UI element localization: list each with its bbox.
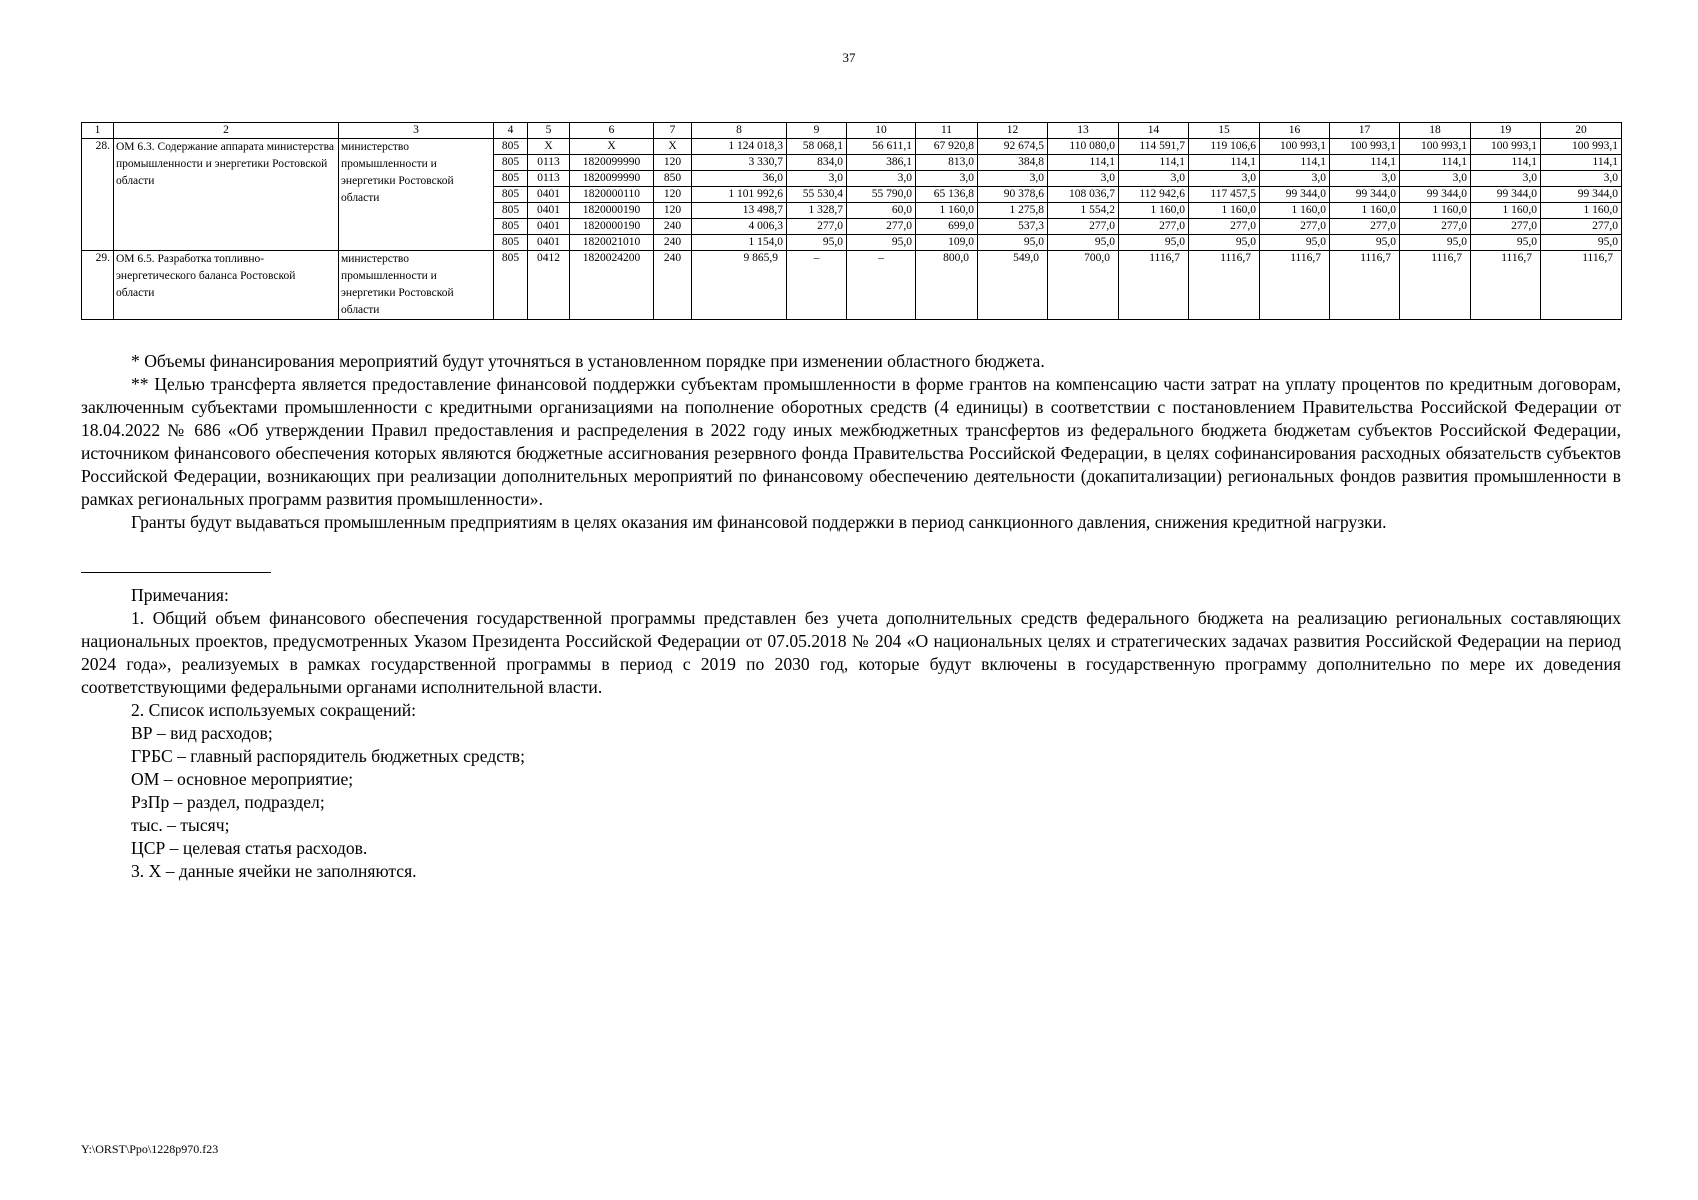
table-cell: 95,0 — [787, 235, 847, 251]
table-cell: 95,0 — [1471, 235, 1541, 251]
table-cell: 277,0 — [1048, 219, 1119, 235]
table-cell: 240 — [654, 251, 692, 320]
table-cell: 1116,7 — [1400, 251, 1471, 320]
table-cell: 60,0 — [847, 203, 916, 219]
remarks-title: Примечания: — [131, 585, 229, 605]
table-cell: 0401 — [528, 219, 570, 235]
table-cell: 3,0 — [1260, 171, 1330, 187]
table-cell: 805 — [494, 171, 528, 187]
file-path-footer: Y:\ORST\Ppo\1228p970.f23 — [81, 1142, 219, 1156]
table-cell: 100 993,1 — [1330, 139, 1400, 155]
table-cell: 805 — [494, 203, 528, 219]
remarks — [81, 584, 1621, 883]
table-cell: 277,0 — [847, 219, 916, 235]
table-cell: 1 160,0 — [1400, 203, 1471, 219]
table-cell: 1820000110 — [570, 187, 654, 203]
table-cell: 0412 — [528, 251, 570, 320]
table-cell: 240 — [654, 235, 692, 251]
table-cell: 108 036,7 — [1048, 187, 1119, 203]
activity-name: ОМ 6.3. Содержание аппарата министерства промышленности и энергетики Ростовской области — [114, 139, 339, 251]
abbr-item: РзПр – раздел, подраздел; — [131, 792, 325, 812]
table-cell: 117 457,5 — [1189, 187, 1260, 203]
table-cell: 99 344,0 — [1471, 187, 1541, 203]
executor-name: министерство промышленности и энергетики Ростовской области — [339, 251, 494, 320]
column-header: 10 — [847, 123, 916, 139]
table-cell: 109,0 — [916, 235, 978, 251]
table-cell: 0401 — [528, 187, 570, 203]
table-cell: 805 — [494, 187, 528, 203]
table-cell: 1 160,0 — [1189, 203, 1260, 219]
table-cell: 100 993,1 — [1541, 139, 1622, 155]
table-cell: 9 865,9 — [692, 251, 787, 320]
table-cell: 1820000190 — [570, 203, 654, 219]
column-header: 16 — [1260, 123, 1330, 139]
column-header: 6 — [570, 123, 654, 139]
table-cell: 55 530,4 — [787, 187, 847, 203]
table-cell: 277,0 — [1119, 219, 1189, 235]
table-cell: 800,0 — [916, 251, 978, 320]
budget-table — [81, 122, 1622, 320]
table-cell: 1 554,2 — [1048, 203, 1119, 219]
row-number: 28. — [82, 139, 114, 251]
footnote-double-star: ** Целью трансферта является предоставление финансовой поддержки субъектам промышленности в форме грантов на компенсацию части затрат на уплату процентов по кредитным договорам, заключенным субъектами промышленности с кредитными организациями на пополнение оборотных средств (4 единицы) в соответствии с постановлением Правительства Российской Федерации от 18.04.2022 № 686 «Об утверждении Правил предоставления и распределения в 2022 году иных межбюджетных трансфертов из федерального бюджета бюджетам субъектов Российской Федерации, источником финансового обеспечения которых являются бюджетные ассигнования резервного фонда Правительства Российской Федерации, в целях софинансирования расходных обязательств субъектов Российской Федерации, возникающих при реализации дополнительных мероприятий по финансовому обеспечению деятельности (докапитализации) региональных фондов развития промышленности в рамках региональных программ развития промышленности». — [81, 374, 1621, 509]
table-cell: 120 — [654, 187, 692, 203]
table-cell: 1 101 992,6 — [692, 187, 787, 203]
table-cell: 112 942,6 — [1119, 187, 1189, 203]
table-cell: 114,1 — [1189, 155, 1260, 171]
table-cell: 99 344,0 — [1541, 187, 1622, 203]
column-header: 13 — [1048, 123, 1119, 139]
table-cell: 114 591,7 — [1119, 139, 1189, 155]
table-cell: 90 378,6 — [978, 187, 1048, 203]
table-cell: 58 068,1 — [787, 139, 847, 155]
table-cell: 119 106,6 — [1189, 139, 1260, 155]
table-cell: Х — [654, 139, 692, 155]
table-cell: 95,0 — [978, 235, 1048, 251]
footnote-star: * Объемы финансирования мероприятий будут уточняться в установленном порядке при изменении областного бюджета. — [131, 351, 1045, 371]
table-cell: 120 — [654, 155, 692, 171]
table-cell: 0401 — [528, 235, 570, 251]
table-cell: 277,0 — [1260, 219, 1330, 235]
table-cell: 700,0 — [1048, 251, 1119, 320]
table-cell: 95,0 — [847, 235, 916, 251]
table-cell: 537,3 — [978, 219, 1048, 235]
table-cell: 114,1 — [1119, 155, 1189, 171]
table-cell: 95,0 — [1048, 235, 1119, 251]
abbr-item: тыс. – тысяч; — [131, 815, 230, 835]
column-header: 4 — [494, 123, 528, 139]
table-cell: 55 790,0 — [847, 187, 916, 203]
abbr-item: ГРБС – главный распорядитель бюджетных средств; — [131, 746, 525, 766]
table-cell: 1116,7 — [1541, 251, 1622, 320]
table-cell: 110 080,0 — [1048, 139, 1119, 155]
table-cell: 834,0 — [787, 155, 847, 171]
column-header: 15 — [1189, 123, 1260, 139]
table-cell: 99 344,0 — [1260, 187, 1330, 203]
table-cell: 1 160,0 — [1541, 203, 1622, 219]
abbr-item: ЦСР – целевая статья расходов. — [131, 838, 368, 858]
table-cell: 1116,7 — [1189, 251, 1260, 320]
table-cell: 95,0 — [1330, 235, 1400, 251]
table-cell: 100 993,1 — [1400, 139, 1471, 155]
table-cell: 699,0 — [916, 219, 978, 235]
table-cell: 99 344,0 — [1330, 187, 1400, 203]
table-cell: 100 993,1 — [1260, 139, 1330, 155]
table-cell: 805 — [494, 235, 528, 251]
table-cell: 3,0 — [1119, 171, 1189, 187]
table-cell: 850 — [654, 171, 692, 187]
table-cell: 95,0 — [1541, 235, 1622, 251]
table-cell: Х — [570, 139, 654, 155]
table-cell: 95,0 — [1260, 235, 1330, 251]
column-header: 20 — [1541, 123, 1622, 139]
table-cell: 1116,7 — [1119, 251, 1189, 320]
table-cell: 3,0 — [787, 171, 847, 187]
table-cell: 114,1 — [1048, 155, 1119, 171]
table-cell: 0113 — [528, 171, 570, 187]
table-cell: 114,1 — [1330, 155, 1400, 171]
remark-item-1: 1. Общий объем финансового обеспечения государственной программы представлен без учета дополнительных средств федерального бюджета на реализацию региональных составляющих национальных проектов, предусмотренных Указом Президента Российской Федерации от 07.05.2018 № 204 «О национальных целях и стратегических задачах развития Российской Федерации на период 2024 года», реализуемых в рамках государственной программы в период с 2019 по 2030 год, которые будут включены в государственную программу дополнительно по мере их доведения соответствующими федеральными органами исполнительной власти. — [81, 608, 1621, 697]
table-cell: 3,0 — [1541, 171, 1622, 187]
table-cell: 1116,7 — [1471, 251, 1541, 320]
table-cell: 805 — [494, 139, 528, 155]
table-cell: 3,0 — [916, 171, 978, 187]
table-cell: 3,0 — [1400, 171, 1471, 187]
table-row — [82, 139, 1622, 155]
column-header: 7 — [654, 123, 692, 139]
table-cell: 99 344,0 — [1400, 187, 1471, 203]
grants-paragraph: Гранты будут выдаваться промышленным предприятиям в целях оказания им финансовой поддержки в период санкционного давления, снижения кредитной нагрузки. — [131, 512, 1387, 532]
table-cell: 1 160,0 — [916, 203, 978, 219]
table-cell: 277,0 — [1541, 219, 1622, 235]
table-cell: 1 275,8 — [978, 203, 1048, 219]
table-cell: 0113 — [528, 155, 570, 171]
table-cell: 1 160,0 — [1330, 203, 1400, 219]
abbr-item: ОМ – основное мероприятие; — [131, 769, 354, 789]
table-cell: – — [787, 251, 847, 320]
row-number: 29. — [82, 251, 114, 320]
table-cell: 95,0 — [1400, 235, 1471, 251]
remark-item-2: 2. Список используемых сокращений: — [131, 700, 417, 720]
column-header: 17 — [1330, 123, 1400, 139]
column-header: 5 — [528, 123, 570, 139]
table-cell: 100 993,1 — [1471, 139, 1541, 155]
table-cell: 277,0 — [1471, 219, 1541, 235]
table-cell: 1 154,0 — [692, 235, 787, 251]
table-cell: 114,1 — [1541, 155, 1622, 171]
executor-name: министерство промышленности и энергетики Ростовской области — [339, 139, 494, 251]
table-cell: 3,0 — [847, 171, 916, 187]
column-header: 1 — [82, 123, 114, 139]
table-cell: 92 674,5 — [978, 139, 1048, 155]
remark-item-3: 3. Х – данные ячейки не заполняются. — [131, 861, 417, 881]
table-cell: 240 — [654, 219, 692, 235]
table-cell: 277,0 — [1400, 219, 1471, 235]
table-cell: 120 — [654, 203, 692, 219]
table-cell: 1820000190 — [570, 219, 654, 235]
table-cell: 1 328,7 — [787, 203, 847, 219]
table-cell: 805 — [494, 219, 528, 235]
table-cell: 805 — [494, 251, 528, 320]
table-cell: 56 611,1 — [847, 139, 916, 155]
column-header: 12 — [978, 123, 1048, 139]
table-cell: 3,0 — [1189, 171, 1260, 187]
table-row — [82, 251, 1622, 320]
column-header: 11 — [916, 123, 978, 139]
column-header: 2 — [114, 123, 339, 139]
table-cell: 65 136,8 — [916, 187, 978, 203]
table-cell: 114,1 — [1260, 155, 1330, 171]
table-header-row — [82, 123, 1622, 139]
table-cell: 3 330,7 — [692, 155, 787, 171]
table-cell: 1820024200 — [570, 251, 654, 320]
column-header: 9 — [787, 123, 847, 139]
abbr-item: ВР – вид расходов; — [131, 723, 273, 743]
table-cell: 3,0 — [1048, 171, 1119, 187]
column-header: 18 — [1400, 123, 1471, 139]
table-cell: 1116,7 — [1260, 251, 1330, 320]
table-cell: 277,0 — [1330, 219, 1400, 235]
footnotes — [81, 350, 1621, 534]
page-number: 37 — [842, 50, 856, 65]
table-cell: 0401 — [528, 203, 570, 219]
table-cell: 114,1 — [1471, 155, 1541, 171]
table-cell: 549,0 — [978, 251, 1048, 320]
column-header: 3 — [339, 123, 494, 139]
table-cell: 67 920,8 — [916, 139, 978, 155]
table-cell: 95,0 — [1189, 235, 1260, 251]
footnote-separator — [81, 572, 271, 573]
table-cell: – — [847, 251, 916, 320]
table-cell: 277,0 — [787, 219, 847, 235]
column-header: 14 — [1119, 123, 1189, 139]
table-cell: 1 124 018,3 — [692, 139, 787, 155]
table-cell: 95,0 — [1119, 235, 1189, 251]
table-cell: 13 498,7 — [692, 203, 787, 219]
table-cell: 36,0 — [692, 171, 787, 187]
table-cell: 1820021010 — [570, 235, 654, 251]
table-cell: 1820099990 — [570, 155, 654, 171]
table-cell: 3,0 — [1471, 171, 1541, 187]
table-cell: 1 160,0 — [1119, 203, 1189, 219]
column-header: 19 — [1471, 123, 1541, 139]
column-header: 8 — [692, 123, 787, 139]
table-cell: 114,1 — [1400, 155, 1471, 171]
table-cell: 1820099990 — [570, 171, 654, 187]
table-cell: 3,0 — [1330, 171, 1400, 187]
table-cell: 1116,7 — [1330, 251, 1400, 320]
activity-name: ОМ 6.5. Разработка топливно-энергетического баланса Ростовской области — [114, 251, 339, 320]
table-cell: 813,0 — [916, 155, 978, 171]
table-cell: 386,1 — [847, 155, 916, 171]
table-cell: 1 160,0 — [1260, 203, 1330, 219]
table-cell: 384,8 — [978, 155, 1048, 171]
table-cell: Х — [528, 139, 570, 155]
table-cell: 805 — [494, 155, 528, 171]
table-cell: 277,0 — [1189, 219, 1260, 235]
table-cell: 3,0 — [978, 171, 1048, 187]
table-cell: 4 006,3 — [692, 219, 787, 235]
table-cell: 1 160,0 — [1471, 203, 1541, 219]
